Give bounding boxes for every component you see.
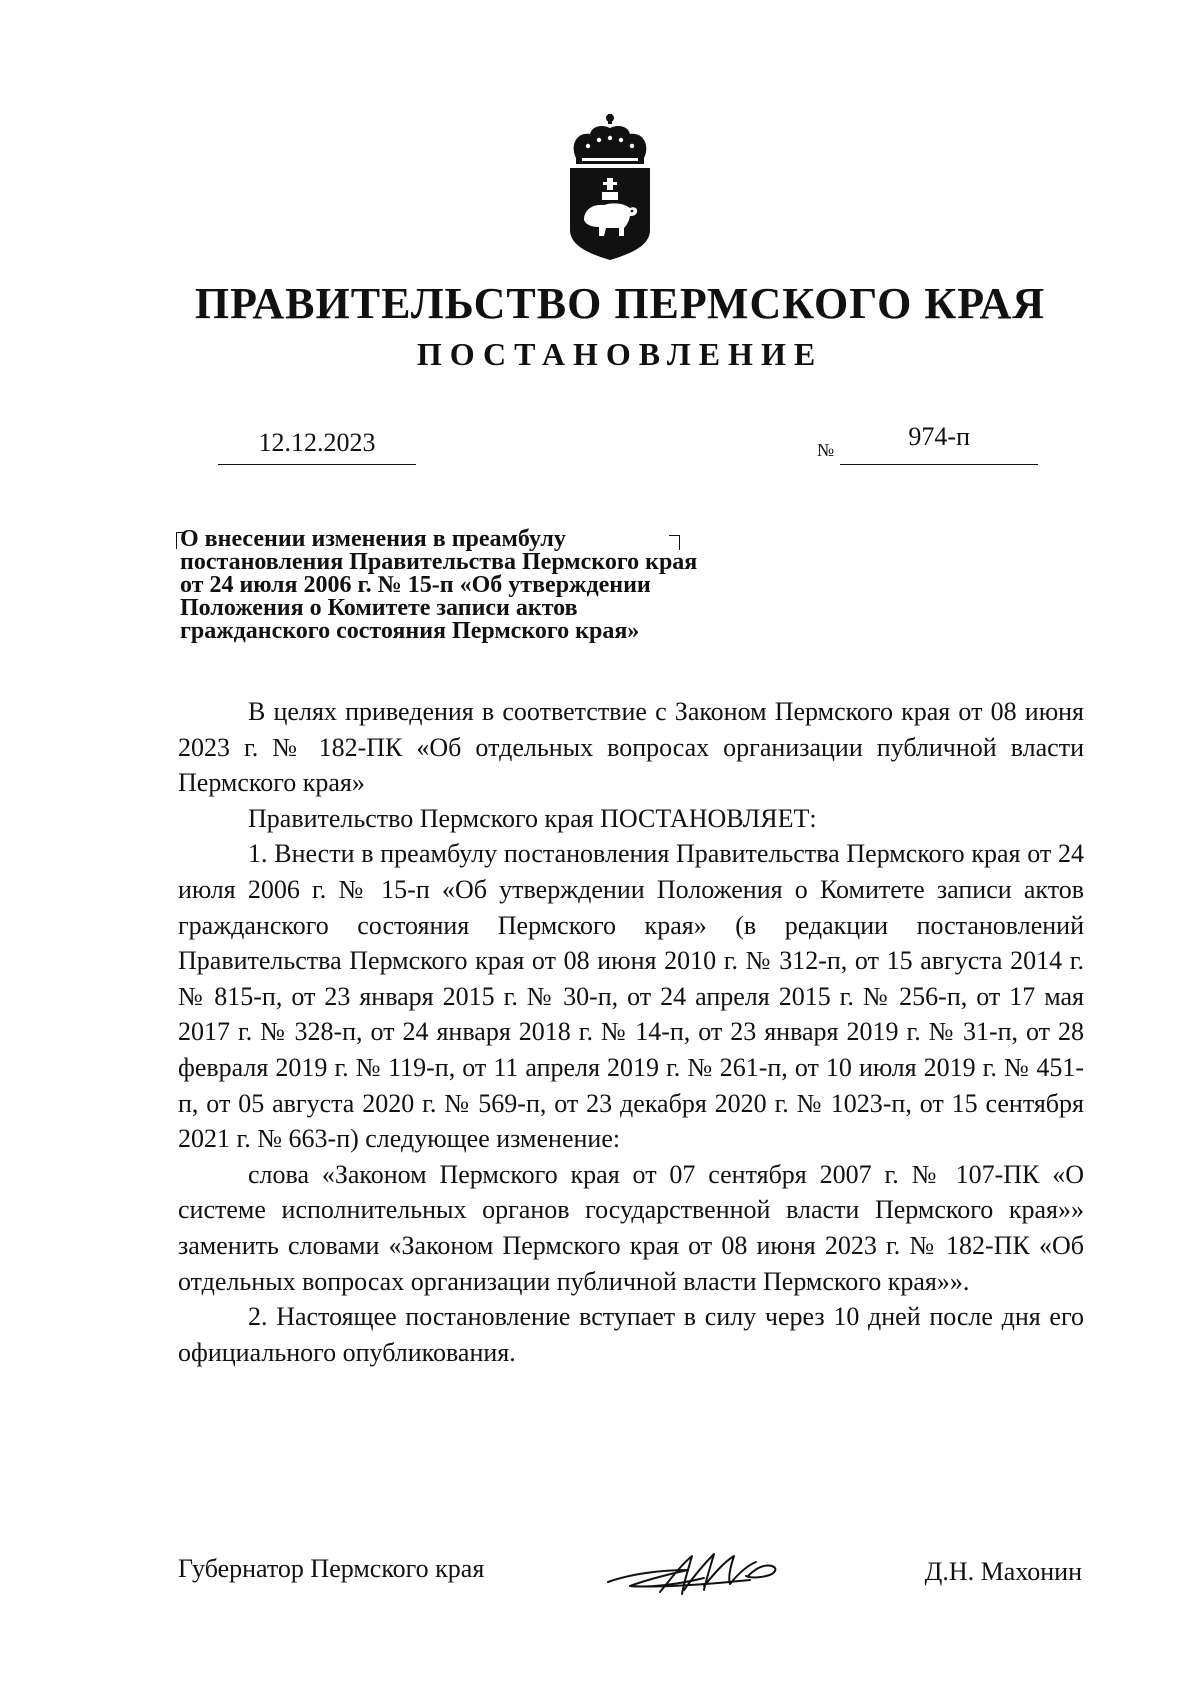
subject-line: гражданского состояния Пермского края» (180, 618, 640, 644)
preamble-paragraph: В целях приведения в соответствие с Законом Пермского края от 08 июня 2023 г. № 182-ПК «Об отдельных вопросах организации публичной власти Пермского края» (178, 697, 1084, 798)
document-date: 12.12.2023 (258, 428, 376, 457)
document-date-field (218, 420, 416, 465)
signatory-name: Д.Н. Махонин (924, 1557, 1082, 1586)
subject-line: Положения о Комитете записи актов (180, 595, 578, 621)
document-number-field (840, 420, 1038, 465)
amendment-paragraph: слова «Законом Пермского края от 07 сентября 2007 г. № 107-ПК «О системе исполнительных органов государственной власти Пермского края»» заменить словами «Законом Пермского края от 08 июня 2023 г. № 182-ПК «Об отдельных вопросах организации публичной власти Пермского края»». (178, 1159, 1084, 1296)
document-type: ПОСТАНОВЛЕНИЕ (416, 336, 824, 372)
document-subject (180, 528, 820, 643)
resolves-paragraph: Правительство Пермского края ПОСТАНОВЛЯЕТ: (248, 803, 817, 833)
perm-coat-of-arms-icon (562, 112, 658, 262)
subject-line: от 24 июля 2006 г. № 15-п «Об утверждении (180, 572, 651, 598)
clause-2-paragraph: 2. Настоящее постановление вступает в силу через 10 дней после дня его официального опубликования. (178, 1302, 1084, 1367)
document-number: 974-п (908, 422, 970, 451)
document-body (178, 694, 1084, 1370)
handwritten-signature-icon (600, 1540, 800, 1608)
clause-1-paragraph: 1. Внести в преамбулу постановления Правительства Пермского края от 24 июля 2006 г. № 15-п «Об утверждении Положения о Комитете записи актов гражданского состояния Пермского края» (в редакции постановлений Правительства Пермского края от 08 июня 2010 г. № 312-п, от 15 августа 2014 г. № 815-п, от 23 января 2015 г. № 30-п, от 24 апреля 2015 г. № 256-п, от 17 мая 2017 г. № 328-п, от 24 января 2018 г. № 14-п, от 23 января 2019 г. № 31-п, от 28 февраля 2019 г. № 119-п, от 11 апреля 2019 г. № 261-п, от 10 июля 2019 г. № 451-п, от 05 августа 2020 г. № 569-п, от 23 декабря 2020 г. № 1023-п, от 15 сентября 2021 г. № 663-п) следующее изменение: (178, 839, 1084, 1154)
number-sign: № (817, 440, 835, 460)
subject-line: постановления Правительства Пермского края (180, 549, 698, 575)
signatory-position: Губернатор Пермского края (178, 1554, 485, 1583)
government-title: ПРАВИТЕЛЬСТВО ПЕРМСКОГО КРАЯ (194, 279, 1046, 328)
subject-line: О внесении изменения в преамбулу (180, 526, 566, 552)
